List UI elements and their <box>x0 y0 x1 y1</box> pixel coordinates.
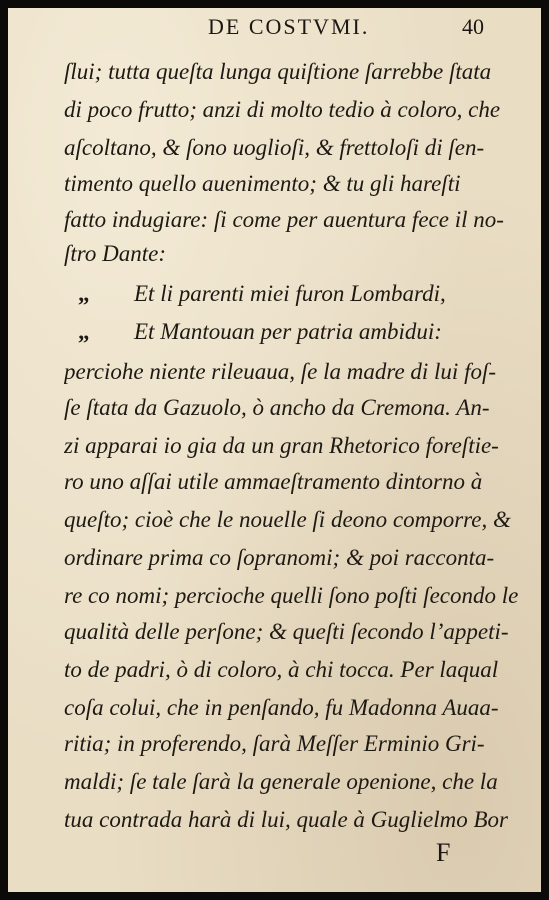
text-line: qualità delle perſone; & queſti ſecondo l’appeti- <box>64 619 509 644</box>
text-line: queſto; cioè che le nouelle ſi deono comporre, & <box>64 507 511 532</box>
text-line: ſe ſtata da Gazuolo, ò ancho da Cremona. An- <box>64 395 490 420</box>
quotation-mark: „ <box>78 281 90 306</box>
book-page <box>8 8 541 892</box>
text-line: coſa colui, che in penſando, fu Madonna Auaa- <box>64 695 499 720</box>
text-line: ro uno aſſai utile ammaeſtramento dintorno à <box>64 469 483 494</box>
text-line: to de padri, ò di coloro, à chi tocca. Per laqual <box>64 657 499 682</box>
text-line: aſcoltano, & ſono uoglioſi, & frettoloſi di ſen- <box>64 135 485 160</box>
text-line: re co nomi; percioche quelli ſono poſti ſecondo le <box>64 583 519 608</box>
verse-line <box>78 314 535 350</box>
text-line: ritia; in proferendo, ſarà Meſſer Erminio Gri- <box>64 731 485 756</box>
text-line: perciohe niente rileuaua, ſe la madre di lui foſ- <box>64 359 497 384</box>
text-line: ſtro Dante: <box>64 241 166 266</box>
page-number: 40 <box>462 14 484 39</box>
signature-mark: F <box>436 838 451 867</box>
text-line: zi apparai io gia da un gran Rhetorico foreſtie- <box>64 433 499 458</box>
quotation-mark: „ <box>78 319 90 344</box>
verse-text: Et Mantouan per patria ambidui: <box>134 319 442 344</box>
text-line: timento quello auenimento; & tu gli hareſti <box>64 171 461 196</box>
verse-line <box>78 276 535 312</box>
text-line: di poco frutto; anzi di molto tedio à coloro, che <box>64 97 501 122</box>
running-title: DE COSTVMI. <box>208 14 370 39</box>
text-line: ſlui; tutta queſta lunga quiſtione ſarrebbe ſtata <box>64 59 492 84</box>
text-line: tua contrada harà di lui, quale à Guglielmo Bor <box>64 807 509 832</box>
text-line: maldi; ſe tale ſarà la generale openione, che la <box>64 769 498 794</box>
text-line: fatto indugiare: ſi come per auentura fece il no- <box>64 207 504 232</box>
text-line: ordinare prima co ſopranomi; & poi racconta- <box>64 545 495 570</box>
verse-text: Et li parenti miei furon Lombardi, <box>134 281 446 306</box>
